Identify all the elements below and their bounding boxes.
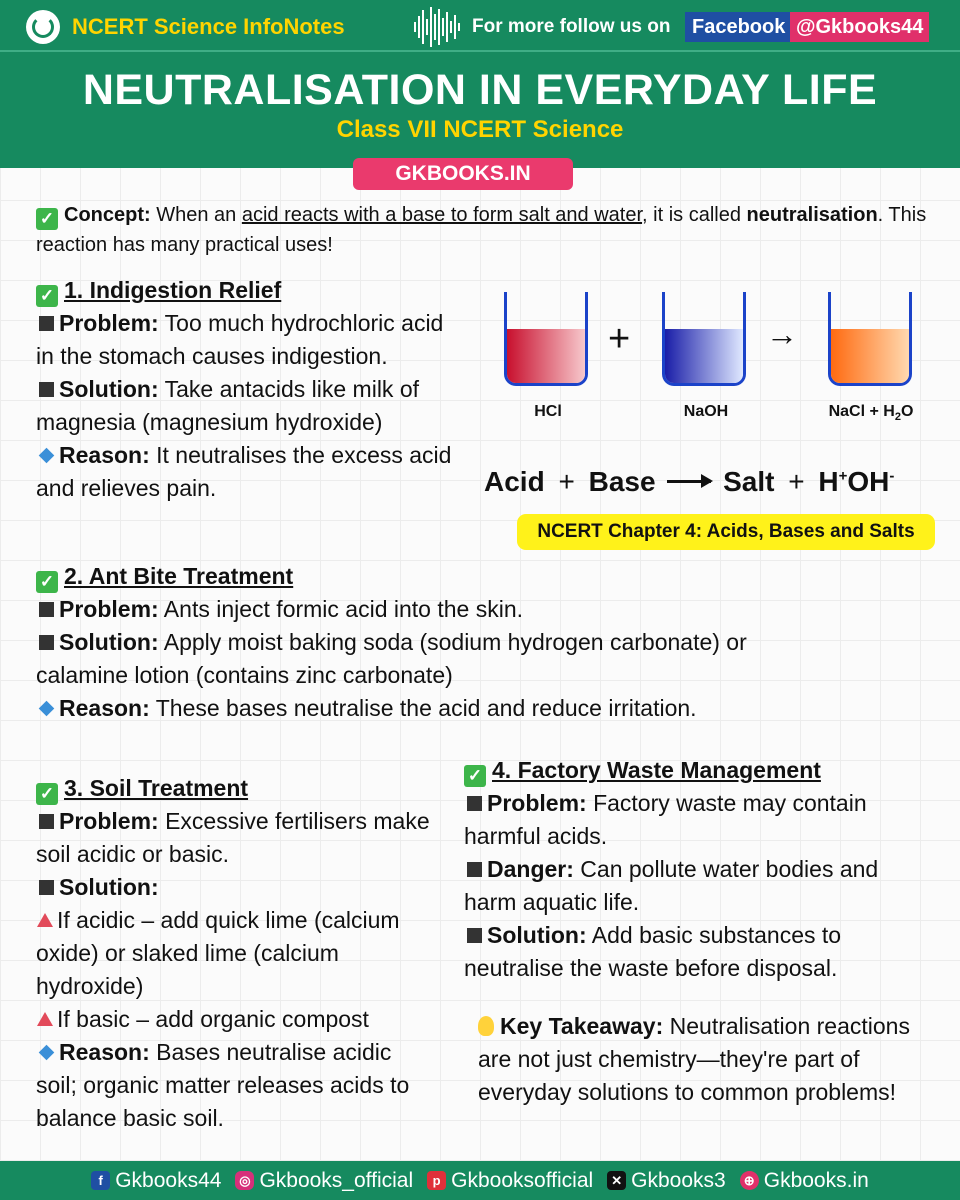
beaker-product [828, 292, 912, 386]
problem-label: Problem: [59, 596, 159, 622]
beaker-base [662, 292, 746, 386]
eq-oh: OH [847, 466, 890, 497]
eq-arrow-icon [667, 480, 711, 483]
diamond-bullet-icon [39, 448, 55, 464]
problem-text: Too much hydrochloric acid in the stomach causes indigestion. [36, 310, 444, 369]
footer-facebook-link[interactable] [91, 1169, 221, 1193]
concept-label: Concept: [64, 204, 151, 226]
instagram-icon: ◎ [235, 1171, 254, 1190]
footer-website-link[interactable] [740, 1169, 869, 1193]
x-icon: ✕ [607, 1171, 626, 1190]
beaker-acid [504, 292, 588, 386]
concept-term: neutralisation [746, 204, 878, 226]
square-bullet-icon [467, 796, 482, 811]
diamond-bullet-icon [39, 1045, 55, 1061]
beaker-label: HCl [534, 403, 562, 420]
solution-label: Solution: [59, 376, 159, 402]
danger-label: Danger: [487, 856, 574, 882]
problem-label: Problem: [59, 310, 159, 336]
footer-instagram-link[interactable] [235, 1169, 413, 1193]
square-bullet-icon [467, 928, 482, 943]
square-bullet-icon [39, 880, 54, 895]
square-bullet-icon [39, 635, 54, 650]
plus-sign: + [608, 318, 631, 360]
globe-icon: ⊕ [740, 1171, 759, 1190]
facebook-link[interactable]: Facebook [685, 12, 792, 42]
check-icon: ✓ [464, 765, 486, 787]
concept-underlined: acid reacts with a base to form salt and water [241, 204, 643, 226]
section-heading: 4. Factory Waste Management [492, 757, 821, 783]
facebook-icon: f [91, 1171, 110, 1190]
concept-text: . This reaction has many practical uses! [36, 204, 927, 256]
check-icon: ✓ [36, 783, 58, 805]
if-basic-text: If basic – add organic compost [57, 1006, 369, 1032]
footer-instagram-label: Gkbooks_official [259, 1168, 414, 1192]
square-bullet-icon [39, 602, 54, 617]
reason-label: Reason: [59, 1039, 150, 1065]
problem-label: Problem: [59, 808, 159, 834]
handle-link[interactable]: @Gkbooks44 [790, 12, 929, 42]
check-icon: ✓ [36, 571, 58, 593]
problem-label: Problem: [487, 790, 587, 816]
section-heading: 2. Ant Bite Treatment [64, 563, 294, 589]
footer-bar [0, 1161, 960, 1200]
reaction-equation [484, 466, 894, 498]
triangle-bullet-icon [37, 1012, 53, 1026]
logo-icon [26, 10, 60, 44]
concept-paragraph [36, 200, 936, 260]
section-heading: 3. Soil Treatment [64, 775, 249, 801]
page-subtitle: Class VII NCERT Science [336, 116, 624, 143]
reason-label: Reason: [59, 442, 150, 468]
reason-text: These bases neutralise the acid and reduce irritation. [149, 695, 697, 721]
square-bullet-icon [39, 814, 54, 829]
diamond-bullet-icon [39, 701, 55, 717]
eq-plus: + [558, 466, 575, 497]
takeaway-label: Key Takeaway: [500, 1013, 664, 1039]
lightbulb-icon [478, 1016, 494, 1036]
reaction-arrow: → [766, 316, 798, 352]
check-icon: ✓ [36, 285, 58, 307]
pinterest-icon: p [427, 1171, 446, 1190]
beaker-label: NaCl + $H_2O$ [828, 403, 914, 424]
footer-website-label: Gkbooks.in [763, 1168, 869, 1192]
section-factory [464, 754, 914, 985]
takeaway-text: Neutralisation reactions are not just chemistry—they're part of everyday solutions to common problems! [478, 1013, 910, 1105]
reason-label: Reason: [59, 695, 150, 721]
beaker-label: NaOH [683, 403, 729, 420]
section-indigestion [36, 274, 466, 505]
square-bullet-icon [467, 862, 482, 877]
eq-base: Base [588, 466, 656, 497]
section-ant-bite [36, 560, 936, 725]
footer-pinterest-label: Gkbooksofficial [451, 1168, 594, 1192]
eq-salt: Salt [723, 466, 775, 497]
problem-text: Factory waste may contain harmful acids. [464, 790, 867, 849]
chapter-badge: NCERT Chapter 4: Acids, Bases and Salts [517, 514, 935, 550]
eq-plus: + [788, 466, 805, 497]
triangle-bullet-icon [37, 913, 53, 927]
solution-text: Add basic substances to neutralise the waste before disposal. [464, 922, 842, 981]
reason-text: It neutralises the excess acid and relieves pain. [36, 442, 452, 501]
section-heading: 1. Indigestion Relief [64, 277, 282, 303]
section-soil [36, 772, 436, 1135]
brand-name: NCERT Science InfoNotes [72, 14, 345, 39]
solution-text: Take antacids like milk of magnesia (magnesium hydroxide) [36, 376, 419, 435]
concept-text: , it is called [642, 204, 747, 226]
footer-facebook-label: Gkbooks44 [115, 1168, 222, 1192]
footer-x-link[interactable] [607, 1169, 726, 1193]
check-icon: ✓ [36, 208, 58, 230]
square-bullet-icon [39, 382, 54, 397]
page-title: NEUTRALISATION IN EVERYDAY LIFE [82, 66, 878, 114]
eq-h: H [818, 466, 839, 497]
eq-oh-sup: - [889, 467, 895, 485]
danger-text: Can pollute water bodies and harm aquatic life. [464, 856, 879, 915]
reason-text: Bases neutralise acidic soil; organic matter releases acids to balance basic soil. [36, 1039, 410, 1131]
soundwave-icon [414, 6, 460, 48]
solution-label: Solution: [59, 874, 159, 900]
key-takeaway [478, 1010, 918, 1109]
square-bullet-icon [39, 316, 54, 331]
solution-label: Solution: [487, 922, 587, 948]
footer-pinterest-link[interactable] [427, 1169, 593, 1193]
concept-text: When an [150, 204, 242, 226]
footer-x-label: Gkbooks3 [631, 1168, 726, 1192]
solution-label: Solution: [59, 629, 159, 655]
solution-text: Apply moist baking soda (sodium hydrogen carbonate) or calamine lotion (contains zinc carbonate) [36, 629, 747, 688]
follow-text: For more follow us on [472, 16, 671, 37]
problem-text: Ants inject formic acid into the skin. [158, 596, 524, 622]
eq-acid: Acid [484, 466, 545, 497]
problem-text: Excessive fertilisers make soil acidic or basic. [36, 808, 430, 867]
site-badge[interactable]: GKBOOKS.IN [353, 158, 573, 190]
if-acidic-text: If acidic – add quick lime (calcium oxide) or slaked lime (calcium hydroxide) [36, 907, 400, 999]
eq-h-sup: + [838, 467, 848, 485]
